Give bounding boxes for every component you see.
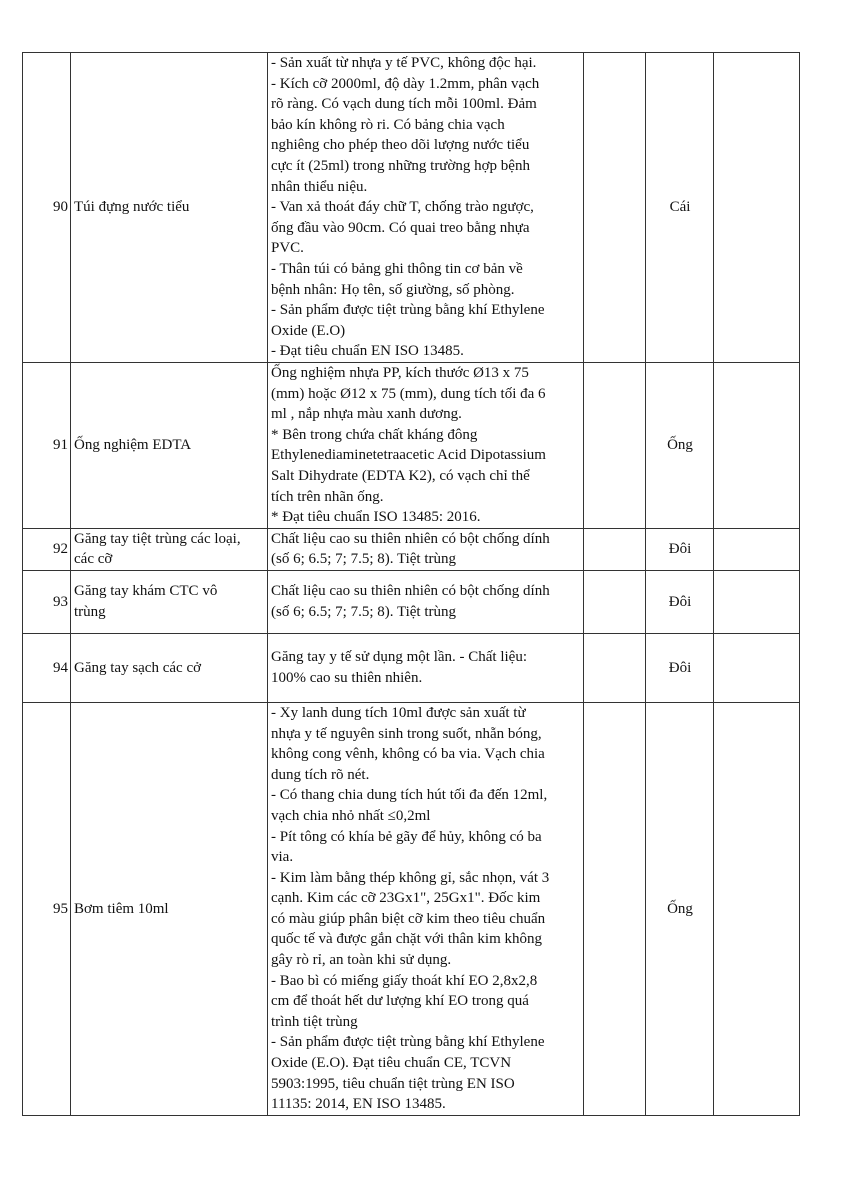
text-line: dung tích rõ nét. — [271, 766, 370, 783]
text-line: (số 6; 6.5; 7; 7.5; 8). Tiệt trùng — [271, 603, 457, 620]
empty-cell — [714, 702, 800, 1115]
item-name: Bơm tiêm 10ml — [71, 702, 268, 1115]
specification-table — [22, 52, 800, 1116]
table-row — [23, 570, 800, 633]
text-line: Chất liệu cao su thiên nhiên có bột chống dính — [271, 583, 550, 600]
item-name — [71, 570, 268, 633]
text-line: Ethylenediaminetetraacetic Acid Dipotassium — [271, 447, 546, 464]
text-line: 11135: 2014, EN ISO 13485. — [271, 1096, 446, 1113]
text-line: trùng — [74, 603, 106, 620]
text-line: Oxide (E.O) — [271, 322, 346, 339]
empty-cell — [714, 570, 800, 633]
empty-cell — [714, 633, 800, 702]
table-row — [23, 528, 800, 570]
item-unit: Ống — [646, 363, 714, 529]
text-line: - Bao bì có miếng giấy thoát khí EO 2,8x2,8 — [271, 972, 538, 989]
row-number: 95 — [23, 702, 71, 1115]
text-line: có màu giúp phân biệt cỡ kim theo tiêu chuẩn — [271, 910, 546, 927]
text-line: ống đầu vào 90cm. Có quai treo bằng nhựa — [271, 219, 530, 236]
text-line: Chất liệu cao su thiên nhiên có bột chống dính — [271, 530, 550, 547]
text-line: trình tiệt trùng — [271, 1013, 358, 1030]
text-line: - Sản phẩm được tiệt trùng bằng khí Ethylene — [271, 1034, 545, 1051]
text-line: các cỡ — [74, 551, 113, 568]
text-line: gây rò rỉ, an toàn khi sử dụng. — [271, 952, 452, 969]
text-line: Oxide (E.O). Đạt tiêu chuẩn CE, TCVN — [271, 1055, 512, 1072]
item-name: Ống nghiệm EDTA — [71, 363, 268, 529]
item-name — [71, 528, 268, 570]
item-unit: Đôi — [646, 633, 714, 702]
row-number: 90 — [23, 53, 71, 363]
text-line: Salt Dihydrate (EDTA K2), có vạch chỉ thể — [271, 467, 530, 484]
text-line: - Sản xuất từ nhựa y tế PVC, không độc hại. — [271, 55, 537, 72]
item-description — [268, 363, 584, 529]
empty-cell — [714, 528, 800, 570]
text-line: rõ ràng. Có vạch dung tích mỗi 100ml. Đảm — [271, 96, 537, 113]
text-line: - Kim làm bằng thép không gỉ, sắc nhọn, vát 3 — [271, 869, 550, 886]
text-line: - Đạt tiêu chuẩn EN ISO 13485. — [271, 343, 464, 360]
text-line: Găng tay y tế sử dụng một lần. - Chất liệu: — [271, 649, 528, 666]
empty-cell — [584, 363, 646, 529]
item-description — [268, 702, 584, 1115]
text-line: (mm) hoặc Ø12 x 75 (mm), dung tích tối đa 6 — [271, 385, 546, 402]
item-description — [268, 633, 584, 702]
text-line: - Thân túi có bảng ghi thông tin cơ bản về — [271, 260, 523, 277]
text-line: 5903:1995, tiêu chuẩn tiệt trùng EN ISO — [271, 1075, 515, 1092]
text-line: - Kích cỡ 2000ml, độ dày 1.2mm, phân vạch — [271, 75, 540, 92]
text-line: tích trên nhãn ống. — [271, 488, 384, 505]
item-unit: Đôi — [646, 528, 714, 570]
row-number: 91 — [23, 363, 71, 529]
text-line: - Xy lanh dung tích 10ml được sản xuất từ — [271, 704, 526, 721]
row-number: 93 — [23, 570, 71, 633]
empty-cell — [714, 53, 800, 363]
text-line: nhựa y tế nguyên sinh trong suốt, nhẵn bóng, — [271, 725, 542, 742]
text-line: cạnh. Kim các cỡ 23Gx1", 25Gx1". Đốc kim — [271, 890, 541, 907]
text-line: via. — [271, 849, 294, 866]
table-row — [23, 633, 800, 702]
empty-cell — [584, 633, 646, 702]
table-row — [23, 363, 800, 529]
empty-cell — [584, 528, 646, 570]
text-line: Găng tay tiệt trùng các loại, — [74, 530, 241, 547]
item-description — [268, 570, 584, 633]
empty-cell — [584, 570, 646, 633]
item-name: Túi đựng nước tiểu — [71, 53, 268, 363]
table-row — [23, 702, 800, 1115]
text-line: - Sản phẩm được tiệt trùng bằng khí Ethylene — [271, 302, 545, 319]
text-line: - Van xả thoát đáy chữ T, chống trào ngược, — [271, 199, 534, 216]
text-line: - Có thang chia dung tích hút tối đa đến 12ml, — [271, 787, 548, 804]
text-line: vạch chia nhỏ nhất ≤0,2ml — [271, 807, 431, 824]
text-line: cm để thoát hết dư lượng khí EO trong quá — [271, 993, 529, 1010]
text-line: ml , nắp nhựa màu xanh dương. — [271, 406, 462, 423]
text-line: cực ít (25ml) trong những trường hợp bệnh — [271, 158, 530, 175]
table-row — [23, 53, 800, 363]
text-line: không cong vênh, không có ba via. Vạch chia — [271, 746, 545, 763]
text-line: PVC. — [271, 240, 304, 257]
item-name: Găng tay sạch các cở — [71, 633, 268, 702]
table-body — [23, 53, 800, 1116]
empty-cell — [714, 363, 800, 529]
text-line: * Đạt tiêu chuẩn ISO 13485: 2016. — [271, 509, 481, 526]
text-line: bảo kín không rò ri. Có bảng chia vạch — [271, 116, 505, 133]
row-number: 92 — [23, 528, 71, 570]
text-line: - Pít tông có khía bẻ gãy để hủy, không có ba — [271, 828, 542, 845]
text-line: nhân thiểu niệu. — [271, 178, 368, 195]
item-description — [268, 53, 584, 363]
item-description — [268, 528, 584, 570]
text-line: quốc tế và được gắn chặt với thân kim không — [271, 931, 543, 948]
text-line: bệnh nhân: Họ tên, số giường, số phòng. — [271, 281, 515, 298]
text-line: * Bên trong chứa chất kháng đông — [271, 426, 478, 443]
item-unit: Cái — [646, 53, 714, 363]
text-line: Ống nghiệm nhựa PP, kích thước Ø13 x 75 — [271, 365, 529, 381]
row-number: 94 — [23, 633, 71, 702]
text-line: nghiêng cho phép theo dõi lượng nước tiểu — [271, 137, 530, 154]
text-line: 100% cao su thiên nhiên. — [271, 669, 423, 686]
text-line: Găng tay khám CTC vô — [74, 583, 218, 600]
text-line: (số 6; 6.5; 7; 7.5; 8). Tiệt trùng — [271, 551, 457, 568]
empty-cell — [584, 53, 646, 363]
item-unit: Đôi — [646, 570, 714, 633]
empty-cell — [584, 702, 646, 1115]
item-unit: Ống — [646, 702, 714, 1115]
